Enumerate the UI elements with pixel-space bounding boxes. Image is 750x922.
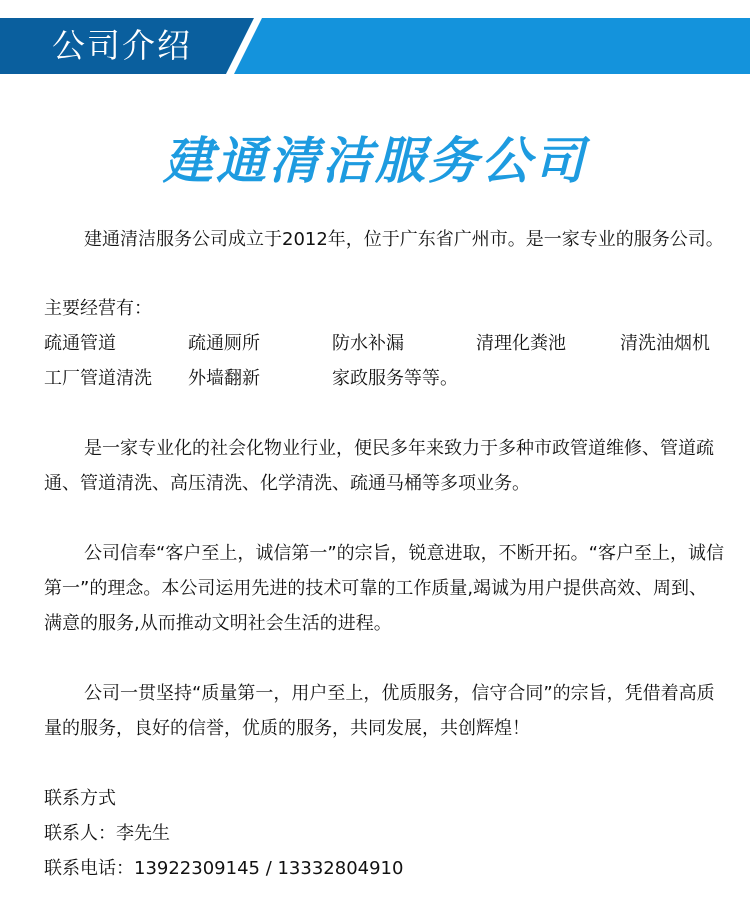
business-item: 清理化粪池	[476, 333, 566, 354]
company-name-heading: 建通清洁服务公司	[163, 132, 587, 190]
business-list	[44, 326, 724, 396]
philosophy-paragraph: 公司信奉“客户至上，诚信第一”的宗旨，锐意进取，不断开拓。“客户至上，诚信第一”的理念。本公司运用先进的技术可靠的工作质量,竭诚为用户提供高效、周到、满意的服务,从而推动文明社会生活的进程。	[44, 543, 724, 634]
services-paragraph: 是一家专业化的社会化物业行业，便民多年来致力于多种市政管道维修、管道疏通、管道清洗、高压清洗、化学清洗、疏通马桶等多项业务。	[44, 438, 714, 494]
business-item: 家政服务等等。	[332, 368, 458, 389]
section-title: 公司介绍	[52, 26, 192, 65]
business-item: 防水补漏	[332, 333, 404, 354]
business-item: 外墙翻新	[188, 368, 260, 389]
contact-heading: 联系方式	[44, 788, 116, 809]
business-item: 疏通管道	[44, 333, 116, 354]
business-item: 清洗油烟机	[620, 333, 710, 354]
commitment-paragraph: 公司一贯坚持“质量第一，用户至上，优质服务，信守合同”的宗旨，凭借着高质量的服务，良好的信誉，优质的服务，共同发展，共创辉煌！	[44, 683, 715, 739]
intro-paragraph: 建通清洁服务公司成立于2012年，位于广东省广州市。是一家专业的服务公司。	[84, 229, 724, 250]
business-item: 工厂管道清洗	[44, 368, 152, 389]
company-description	[44, 222, 724, 886]
business-item: 疏通厕所	[188, 333, 260, 354]
contact-phone: 联系电话：13922309145 / 13332804910	[44, 858, 404, 879]
business-heading: 主要经营有：	[44, 298, 152, 319]
contact-person: 联系人：李先生	[44, 823, 170, 844]
